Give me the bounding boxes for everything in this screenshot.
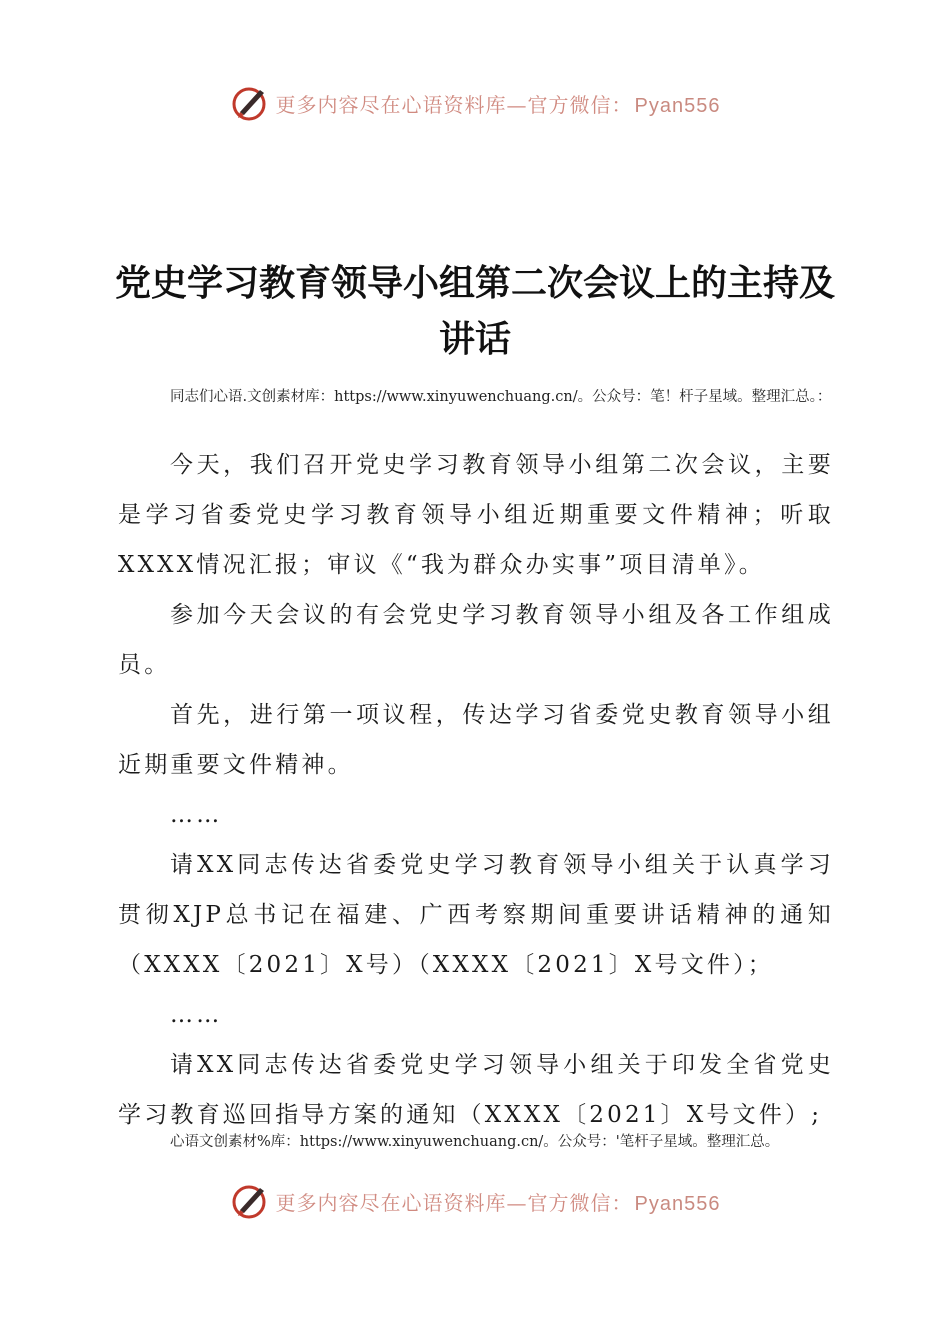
wechat-id: Pyan556: [634, 1192, 721, 1215]
watermark-text: 更多内容尽在心语资料库—官方微信： Pyan556: [275, 92, 721, 117]
source-note-bottom: 心语文创素材%库：https://www.xinyuwenchuang.cn/。公众号：'笔杆子星域。整理汇总。: [170, 1134, 780, 1150]
paragraph: 首先，进行第一项议程，传达学习省委党史教育领导小组近期重要文件精神。: [118, 702, 834, 778]
paragraph: 请XX同志传达省委党史学习教育领导小组关于认真学习贯彻XJP总书记在福建、广西考察期间重要讲话精神的通知（XXXX〔2021〕X号）（XXXX〔2021〕X号文件）；: [118, 852, 834, 978]
paragraph: 请XX同志传达省委党史学习领导小组关于印发全省党史学习教育巡回指导方案的通知（XXXX〔2021〕X号文件）;: [118, 1052, 834, 1128]
ellipsis-paragraph: ……: [170, 1002, 223, 1028]
watermark-banner-top: [0, 78, 950, 128]
source-note-top: 同志们心语.文创素材库：https://www.xinyuwenchuang.cn/。公众号：笔！杆子星域。整理汇总。：: [170, 389, 832, 405]
pen-logo-icon: [230, 82, 272, 124]
document-title: 党史学习教育领导小组第二次会议上的主持及讲话: [114, 262, 835, 360]
wechat-id: Pyan556: [634, 94, 721, 117]
pen-logo-icon: [230, 1180, 272, 1222]
watermark-banner-bottom: [0, 1176, 950, 1226]
ellipsis-paragraph: ……: [170, 802, 223, 828]
document-body: [118, 440, 834, 1140]
watermark-text: 更多内容尽在心语资料库—官方微信： Pyan556: [275, 1190, 721, 1215]
paragraph: 今天，我们召开党史学习教育领导小组第二次会议，主要是学习省委党史学习教育领导小组近期重要文件精神；听取XXXX情况汇报；审议《“我为群众办实事”项目清单》。: [118, 452, 834, 578]
paragraph: 参加今天会议的有会党史学习教育领导小组及各工作组成员。: [118, 602, 834, 678]
